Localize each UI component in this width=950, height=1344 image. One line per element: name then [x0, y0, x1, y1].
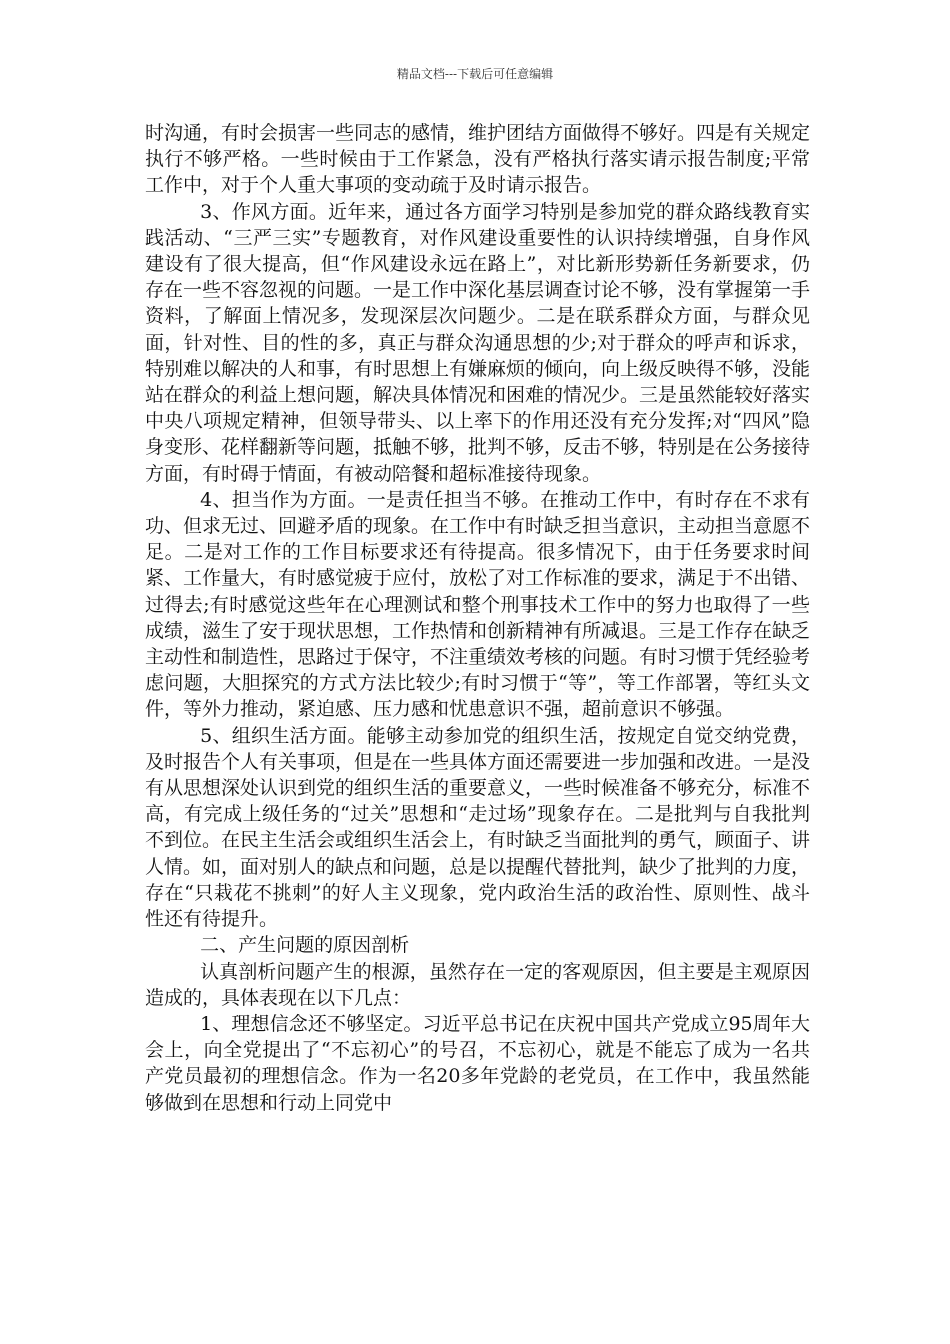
paragraph-style: 3、作风方面。近年来，通过各方面学习特别是参加党的群众路线教育实践活动、“三严三实”专题教育，对作风建设重要性的认识持续增强，自身作风建设有了很大提高，但“作风建设永远在路上”，对比新形势新任务新要求，仍存在一些不容忽视的问题。一是工作中深化基层调查讨论不够，没有掌握第一手资料，了解面上情况多，发现深层次问题少。二是在联系群众方面，与群众见面，针对性、目的性的多，真正与群众沟通思想的少;对于群众的呼声和诉求，特别难以解决的人和事，有时思想上有嫌麻烦的倾向，向上级反映得不够，没能站在群众的利益上想问题，解决具体情况和困难的情况少。三是虽然能较好落实中央八项规定精神，但领导带头、以上率下的作用还没有充分发挥;对“四风”隐身变形、花样翻新等问题，抵触不够，批判不够，反击不够，特别是在公务接待方面，有时碍于情面，有被动陪餐和超标准接待现象。	[145, 200, 811, 485]
paragraph: 时沟通，有时会损害一些同志的感情，维护团结方面做得不够好。四是有关规定执行不够严格。一些时候由于工作紧急，没有严格执行落实请示报告制度;平常工作中，对于个人重大事项的变动疏于及时请示报告。	[145, 122, 811, 197]
paragraph-responsibility: 4、担当作为方面。一是责任担当不够。在推动工作中，有时存在不求有功、但求无过、回避矛盾的现象。在工作中有时缺乏担当意识，主动担当意愿不足。二是对工作的工作目标要求还有待提高。很多情况下，由于任务要求时间紧、工作量大，有时感觉疲于应付，放松了对工作标准的要求，满足于不出错、过得去;有时感觉这些年在心理测试和整个刑事技术工作中的努力也取得了一些成绩，滋生了安于现状思想，工作热情和创新精神有所减退。三是工作存在缺乏主动性和制造性，思路过于保守，不注重绩效考核的问题。有时习惯于凭经验考虑问题，大胆探究的方式方法比较少;有时习惯于“等”，等工作部署，等红头文件，等外力推动，紧迫感、压力感和忧患意识不强，超前意识不够强。	[145, 488, 811, 721]
page-header: 精品文档---下载后可任意编辑	[396, 67, 554, 81]
section-heading: 二、产生问题的原因剖析	[200, 934, 410, 957]
paragraph-cause-intro: 认真剖析问题产生的根源，虽然存在一定的客观原因，但主要是主观原因造成的，具体表现在以下几点：	[145, 960, 810, 1009]
paragraph-ideals: 1、理想信念还不够坚定。习近平总书记在庆祝中国共产党成立95周年大会上，向全党提出了“不忘初心”的号召，不忘初心，就是不能忘了成为一名共产党员最初的理想信念。作为一名20多年党龄的老党员，在工作中，我虽然能够做到在思想和行动上同党中	[145, 1012, 810, 1114]
paragraph-organization-life: 5、组织生活方面。能够主动参加党的组织生活，按规定自觉交纳党费，及时报告个人有关事项，但是在一些具体方面还需要进一步加强和改进。一是没有从思想深处认识到党的组织生活的重要意义，一些时候准备不够充分，标准不高，有完成上级任务的“过关”思想和“走过场”现象存在。二是批判与自我批判不到位。在民主生活会或组织生活会上，有时缺乏当面批判的勇气，顾面子、讲人情。如，面对别人的缺点和问题，总是以提醒代替批判，缺少了批判的力度，存在“只栽花不挑刺”的好人主义现象，党内政治生活的政治性、原则性、战斗性还有待提升。	[145, 724, 811, 931]
document-body	[145, 120, 810, 1116]
